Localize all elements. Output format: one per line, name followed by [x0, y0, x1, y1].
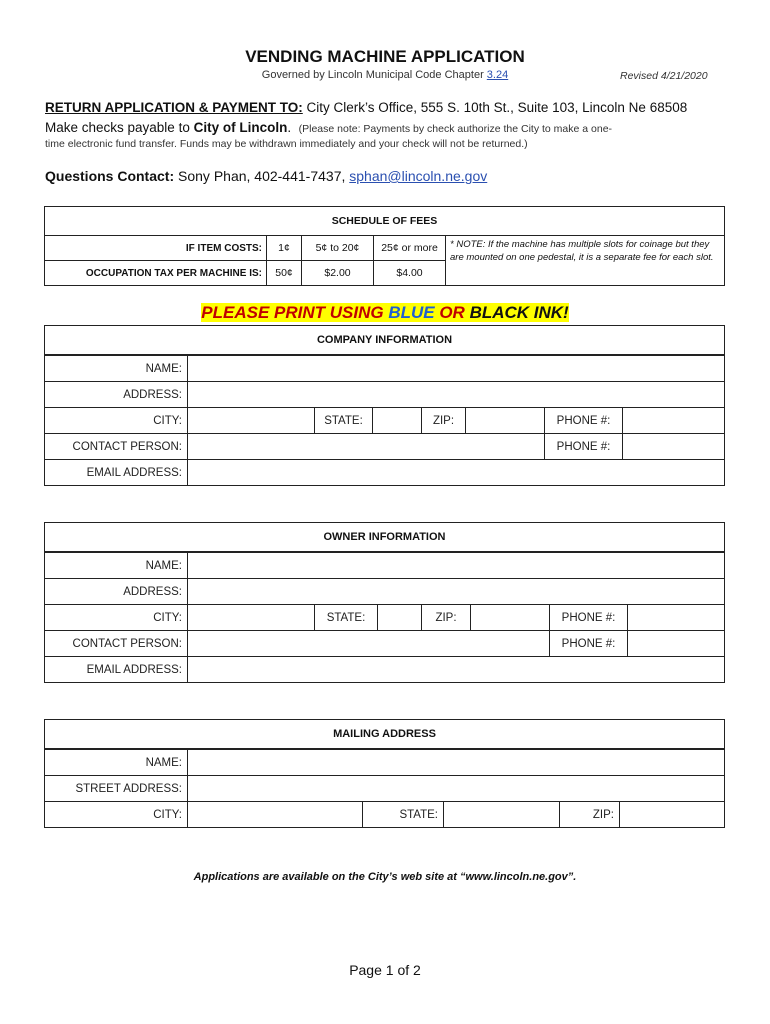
questions-label: Questions Contact: [45, 168, 175, 184]
owner-contact-label: CONTACT PERSON: [45, 631, 188, 657]
company-name-label: NAME: [45, 355, 188, 382]
page-title: VENDING MACHINE APPLICATION [245, 47, 525, 66]
company-info-table [44, 325, 725, 486]
fee-schedule-title: SCHEDULE OF FEES [45, 207, 725, 236]
tax-tier-3: $4.00 [374, 261, 446, 286]
mailing-zip-label: ZIP: [560, 802, 620, 828]
company-phone2-field[interactable] [623, 434, 725, 460]
owner-address-field[interactable] [188, 579, 725, 605]
company-email-label: EMAIL ADDRESS: [45, 460, 188, 486]
owner-phone-label: PHONE #: [550, 605, 628, 631]
questions-contact [45, 168, 487, 184]
fee-schedule-table [44, 206, 725, 286]
owner-zip-field[interactable] [471, 605, 550, 631]
mailing-zip-field[interactable] [620, 802, 725, 828]
revised-date: Revised 4/21/2020 [620, 70, 708, 82]
cost-tier-3: 25¢ or more [374, 236, 446, 261]
payable-suffix: . [287, 120, 292, 135]
contact-email-link[interactable]: sphan@lincoln.ne.gov [349, 168, 488, 184]
payable-prefix: Make checks payable to [45, 120, 194, 135]
company-address-field[interactable] [188, 382, 725, 408]
questions-text: Sony Phan, 402-441-7437, [174, 168, 350, 184]
return-heading: RETURN APPLICATION & PAYMENT TO: [45, 100, 303, 115]
cost-tier-1: 1¢ [267, 236, 302, 261]
company-state-field[interactable] [373, 408, 422, 434]
ink-or: OR [434, 303, 470, 322]
mailing-city-label: CITY: [45, 802, 188, 828]
mailing-state-label: STATE: [363, 802, 444, 828]
owner-email-field[interactable] [188, 657, 725, 683]
item-cost-label: IF ITEM COSTS: [45, 236, 267, 261]
mailing-address-table [44, 719, 725, 828]
page-number: Page 1 of 2 [349, 962, 421, 978]
mailing-state-field[interactable] [444, 802, 560, 828]
return-address-text: City Clerk’s Office, 555 S. 10th St., Suite 103, Lincoln Ne 68508 [302, 100, 688, 115]
company-section-title: COMPANY INFORMATION [45, 326, 725, 356]
code-chapter-link[interactable]: 3.24 [486, 69, 509, 81]
ink-black: BLACK INK! [469, 303, 569, 322]
payment-note-1: (Please note: Payments by check authorize the City to make a one- [298, 123, 613, 135]
ink-print-using: PRINT USING [269, 303, 389, 322]
ink-please: PLEASE [201, 303, 270, 322]
company-state-label: STATE: [315, 408, 373, 434]
company-zip-label: ZIP: [422, 408, 466, 434]
ink-instruction [0, 303, 770, 323]
mailing-section-title: MAILING ADDRESS [45, 720, 725, 750]
mailing-street-label: STREET ADDRESS: [45, 776, 188, 802]
company-phone2-label: PHONE #: [545, 434, 623, 460]
owner-section-title: OWNER INFORMATION [45, 523, 725, 553]
owner-name-label: NAME: [45, 552, 188, 579]
owner-contact-field[interactable] [188, 631, 550, 657]
subtitle-text: Governed by Lincoln Municipal Code Chapter [261, 69, 487, 81]
owner-phone2-field[interactable] [628, 631, 725, 657]
owner-city-label: CITY: [45, 605, 188, 631]
company-contact-label: CONTACT PERSON: [45, 434, 188, 460]
company-address-label: ADDRESS: [45, 382, 188, 408]
owner-address-label: ADDRESS: [45, 579, 188, 605]
mailing-name-field[interactable] [188, 749, 725, 776]
company-email-field[interactable] [188, 460, 725, 486]
owner-phone-field[interactable] [628, 605, 725, 631]
company-city-field[interactable] [188, 408, 315, 434]
payable-name: City of Lincoln [193, 120, 288, 135]
owner-email-label: EMAIL ADDRESS: [45, 657, 188, 683]
fee-note: * NOTE: If the machine has multiple slots for coinage but they are mounted on one pedestal, it is a separate fee for each slot. [446, 236, 725, 286]
cost-tier-2: 5¢ to 20¢ [302, 236, 374, 261]
payable-line [45, 120, 735, 135]
tax-tier-1: 50¢ [267, 261, 302, 286]
payment-note-2: time electronic fund transfer. Funds may be withdrawn immediately and your check will not be returned.) [45, 138, 528, 150]
company-zip-field[interactable] [466, 408, 545, 434]
owner-name-field[interactable] [188, 552, 725, 579]
return-address [45, 100, 687, 115]
owner-info-table [44, 522, 725, 683]
company-phone-field[interactable] [623, 408, 725, 434]
tax-label: OCCUPATION TAX PER MACHINE IS: [45, 261, 267, 286]
owner-zip-label: ZIP: [422, 605, 471, 631]
owner-phone2-label: PHONE #: [550, 631, 628, 657]
owner-state-label: STATE: [315, 605, 378, 631]
company-name-field[interactable] [188, 355, 725, 382]
mailing-street-field[interactable] [188, 776, 725, 802]
availability-note: Applications are available on the City’s web site at “www.lincoln.ne.gov”. [193, 871, 577, 883]
owner-state-field[interactable] [378, 605, 422, 631]
mailing-city-field[interactable] [188, 802, 363, 828]
company-city-label: CITY: [45, 408, 188, 434]
ink-blue: BLUE [388, 303, 435, 322]
tax-tier-2: $2.00 [302, 261, 374, 286]
owner-city-field[interactable] [188, 605, 315, 631]
company-phone-label: PHONE #: [545, 408, 623, 434]
company-contact-field[interactable] [188, 434, 545, 460]
mailing-name-label: NAME: [45, 749, 188, 776]
